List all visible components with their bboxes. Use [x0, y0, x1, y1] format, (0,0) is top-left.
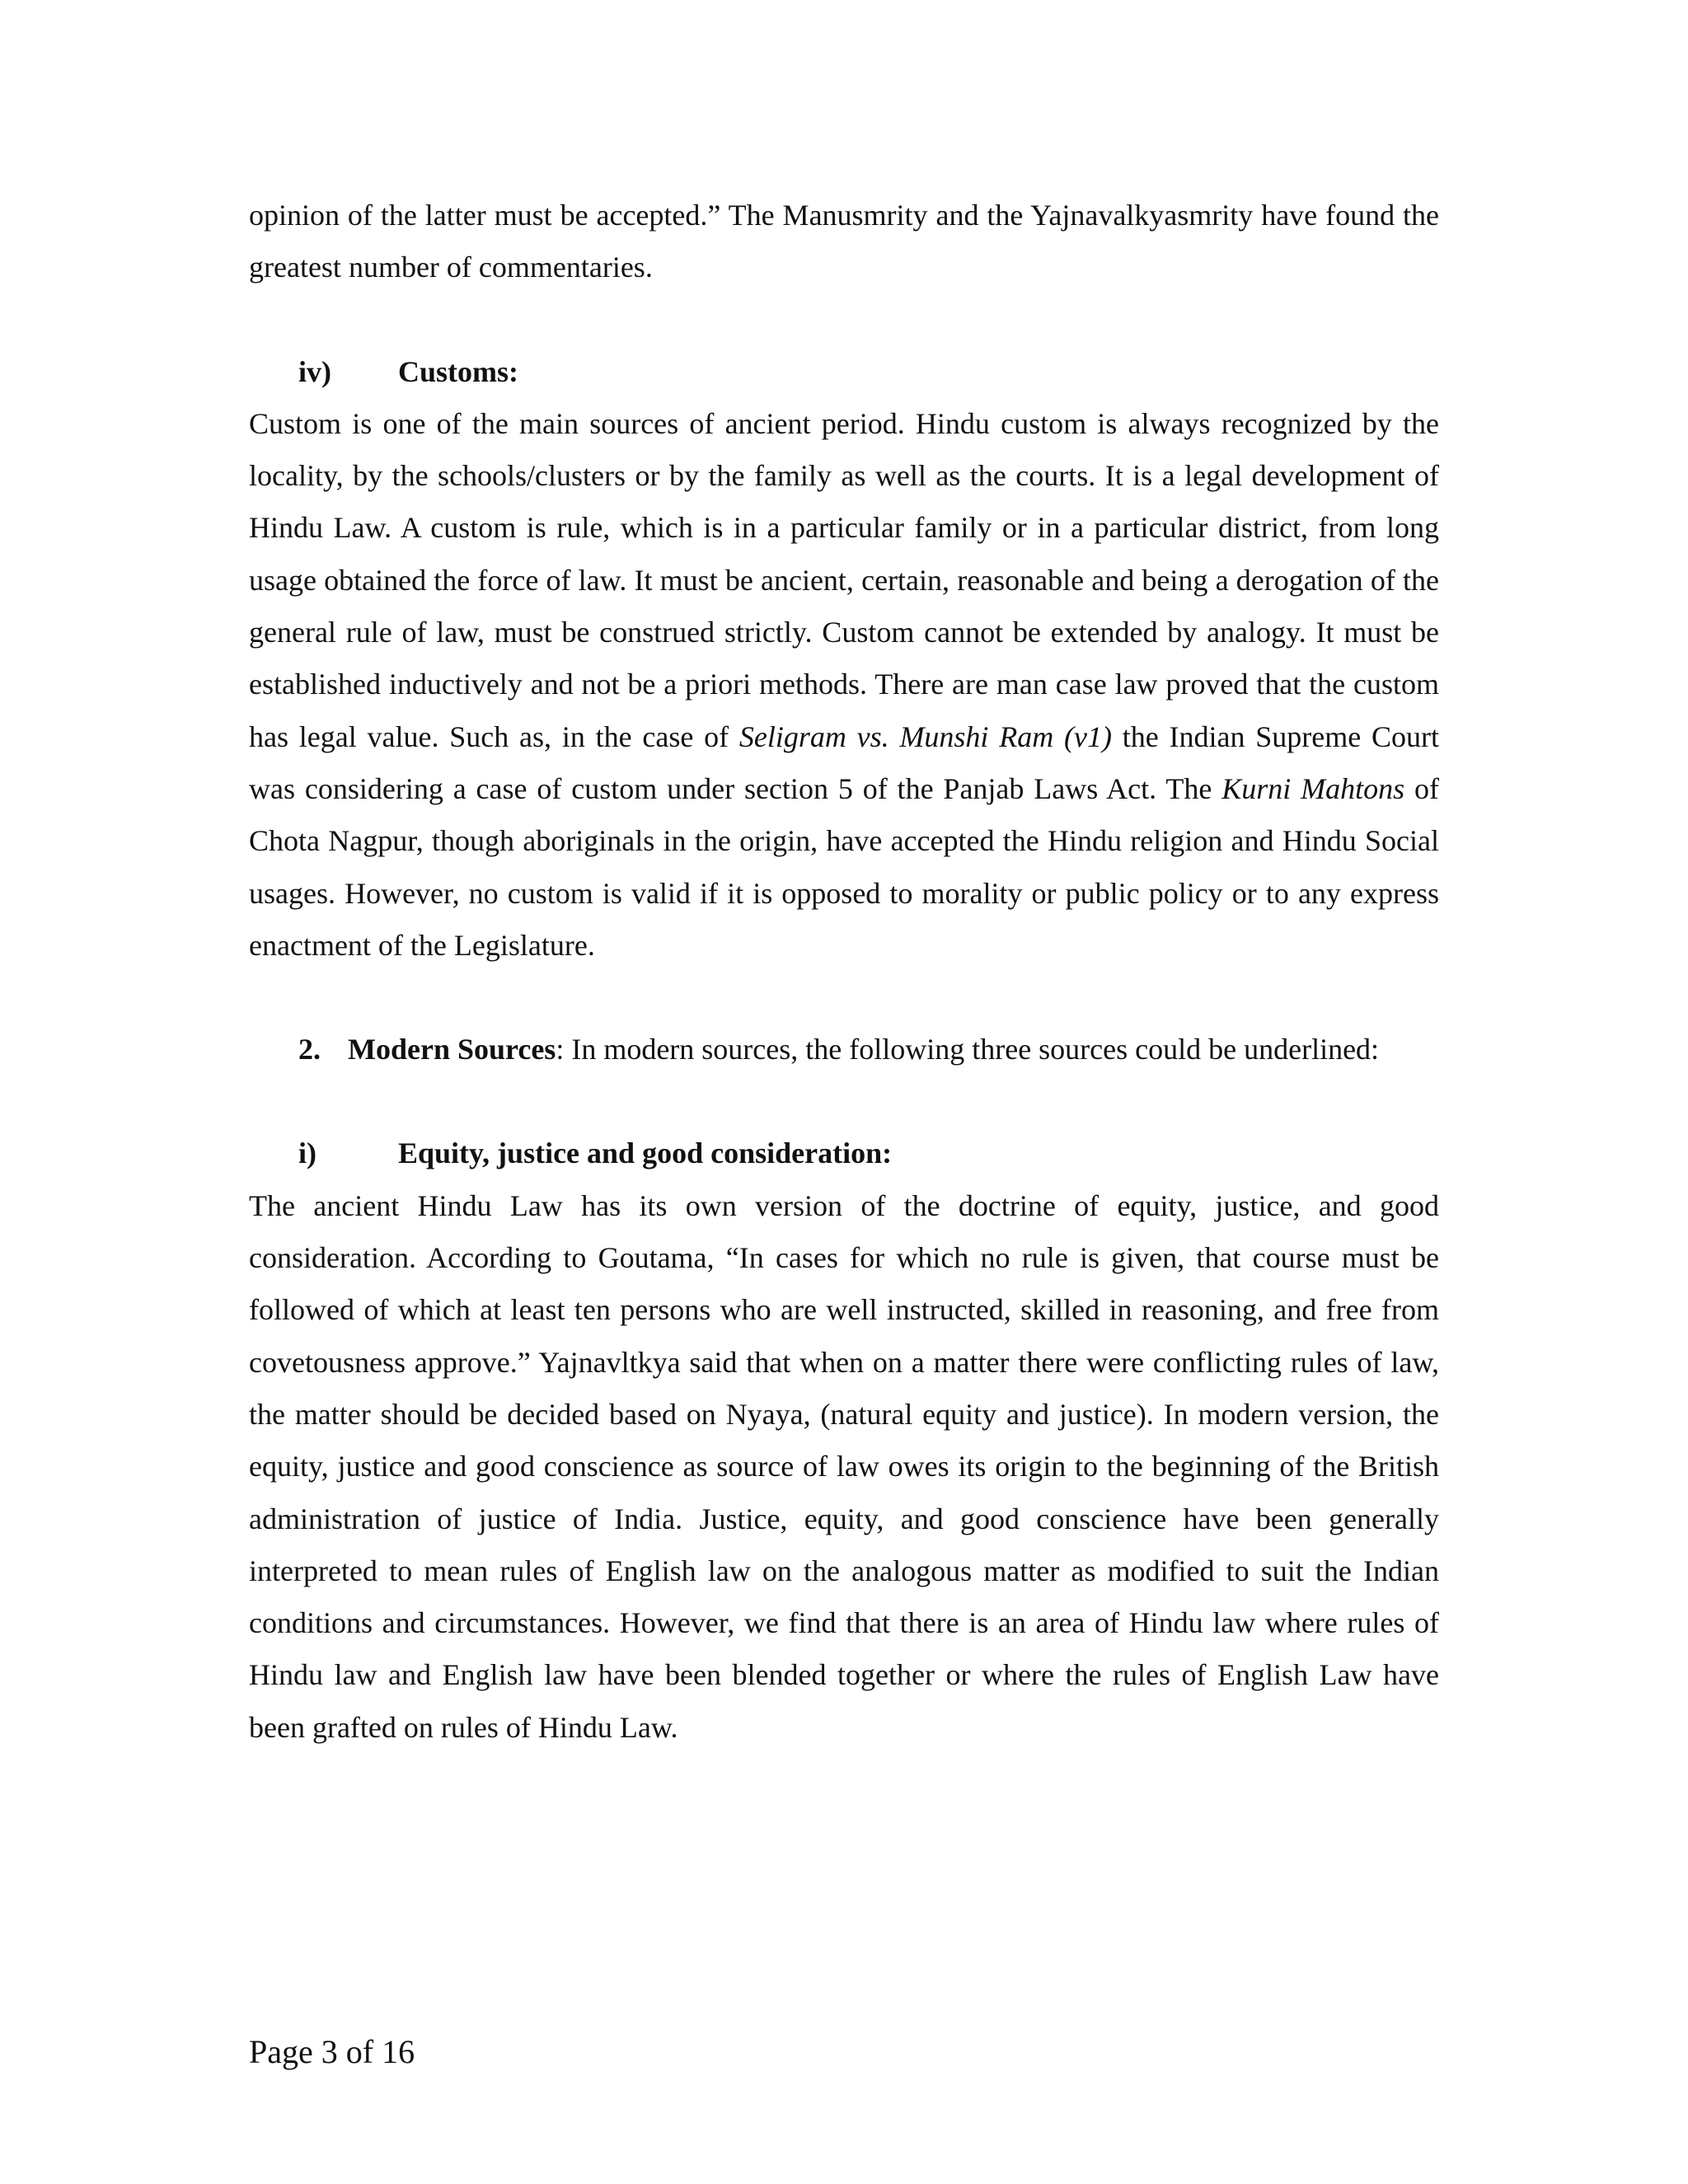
tribe-name: Kurni Mahtons: [1221, 771, 1405, 805]
modern-sources-label: Modern Sources: [348, 1033, 556, 1066]
customs-heading-number: iv): [298, 354, 331, 388]
customs-text-part-2: the Indian Supreme Court was considering a case of custom under section 5 of the Panjab Laws Act. The: [249, 719, 1440, 805]
customs-text-part-3: of Chota Nagpur, though aboriginals in the origin, have accepted the Hindu religion and Hindu Social usages. However, no custom is valid if it is opposed to morality or public policy or to any express enactment of the Legislature.: [249, 771, 1439, 962]
intro-paragraph: opinion of the latter must be accepted.” The Manusmrity and the Yajnavalkyasmrity have found the greatest number of commentaries.: [249, 199, 1439, 284]
page-number-footer: Page 3 of 16: [249, 2033, 415, 2070]
modern-sources-text: : In modern sources, the following three sources could be underlined:: [556, 1033, 1380, 1066]
equity-heading: [249, 1127, 1439, 1179]
customs-text-part-1: Custom is one of the main sources of ancient period. Hindu custom is always recognized by the locality, by the schools/clusters or by the family as well as the courts. It is a legal development of Hindu Law. A custom is rule, which is in a particular family or in a particular district, from long usage obtained the force of law. It must be ancient, certain, reasonable and being a derogation of the general rule of law, must be construed strictly. Custom cannot be extended by analogy. It must be established inductively and not be a priori methods. There are man case law proved that the custom has legal value. Such as, in the case of: [249, 406, 1439, 753]
spacer: [249, 1076, 1439, 1127]
modern-sources-number: 2.: [298, 1033, 321, 1066]
customs-paragraph: [249, 398, 1439, 972]
case-name-citation: Seligram vs. Munshi Ram (v1): [738, 719, 1112, 753]
equity-paragraph: The ancient Hindu Law has its own version of the doctrine of equity, justice, and good consideration. According to Goutama, “In cases for which no rule is given, that course must be followed of which at least ten persons who are well instructed, skilled in reasoning, and free from covetousness approve.” Yajnavltkya said that when on a matter there were conflicting rules of law, the matter should be decided based on Nyaya, (natural equity and justice). In modern version, the equity, justice and good conscience as source of law owes its origin to the beginning of the British administration of justice of India. Justice, equity, and good conscience have been generally interpreted to mean rules of English law on the analogous matter as modified to suit the Indian conditions and circumstances. However, we find that there is an area of Hindu law where rules of Hindu law and English law have been blended together or where the rules of English Law have been grafted on rules of Hindu Law.: [249, 1188, 1439, 1744]
customs-heading: [249, 346, 1439, 398]
equity-heading-title: Equity, justice and good consideration:: [398, 1137, 893, 1170]
equity-heading-number: i): [298, 1137, 316, 1170]
document-page: [249, 190, 1439, 1754]
customs-heading-title: Customs:: [398, 354, 519, 388]
spacer: [249, 972, 1439, 1024]
modern-sources-paragraph: [249, 1024, 1439, 1076]
